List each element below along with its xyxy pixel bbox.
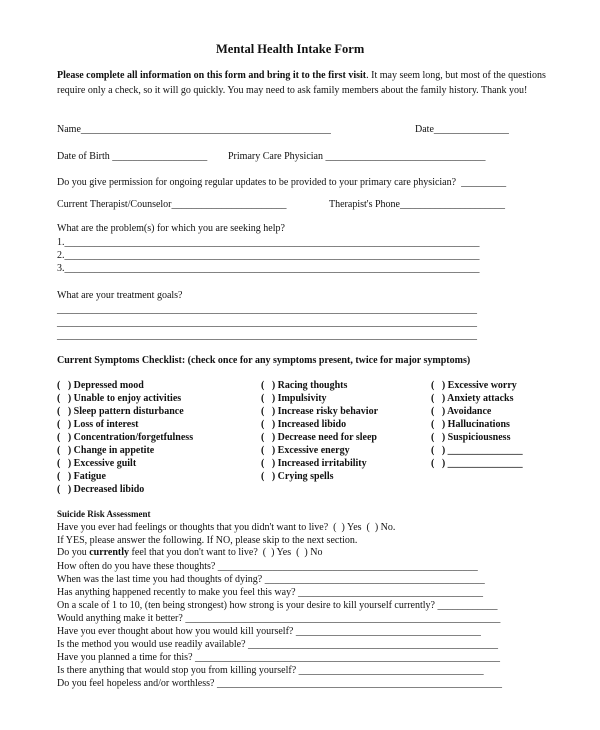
goal-line-3[interactable]: ____________________________________________________________________________________ [57, 330, 477, 341]
suicide-question[interactable]: Have you ever had feelings or thoughts that you didn't want to live? ( ) Yes ( ) No. [57, 522, 396, 533]
goal-line-1[interactable]: ____________________________________________________________________________________ [57, 304, 477, 315]
therapist-phone-label: Therapist's Phone [329, 199, 400, 210]
symptom-item[interactable]: ( ) _______________ [431, 458, 523, 469]
symptom-item[interactable]: ( ) Excessive guilt [57, 458, 137, 469]
therapist-phone-row [329, 199, 505, 211]
symptom-item[interactable]: ( ) Suspiciousness [431, 432, 511, 443]
symptom-item[interactable]: ( ) Fatigue [57, 471, 106, 482]
name-input-line[interactable]: __________________________________________________ [80, 124, 331, 135]
problem-line-2[interactable]: 2.___________________________________________________________________________________ [57, 250, 480, 261]
date-input-line[interactable]: _______________ [433, 124, 509, 135]
suicide-heading: Suicide Risk Assessment [57, 509, 151, 519]
therapist-input-line[interactable]: _______________________ [171, 199, 287, 210]
q3-post: feel that you don't want to live? ( ) Yes ( ) No [129, 547, 323, 558]
symptom-item[interactable]: ( ) Hallucinations [431, 419, 510, 430]
dob-input-line[interactable]: ___________________ [112, 151, 208, 162]
dob-field-row [57, 151, 207, 163]
symptom-item[interactable]: ( ) Concentration/forgetfulness [57, 432, 194, 443]
symptom-item[interactable]: ( ) Sleep pattern disturbance [57, 406, 184, 417]
suicide-question[interactable]: Has anything happened recently to make you feel this way? _____________________________________ [57, 587, 484, 598]
pcp-label: Primary Care Physician [228, 151, 323, 162]
suicide-question[interactable]: Is there anything that would stop you from killing yourself? _____________________________________ [57, 665, 484, 676]
symptom-item[interactable]: ( ) _______________ [431, 445, 523, 456]
symptom-item[interactable]: ( ) Avoidance [431, 406, 492, 417]
symptom-item[interactable]: ( ) Loss of interest [57, 419, 139, 430]
date-label: Date [415, 124, 434, 135]
suicide-question[interactable]: Would anything make it better? _______________________________________________________________ [57, 613, 501, 624]
suicide-question[interactable]: Have you ever thought about how you would kill yourself? _____________________________________ [57, 626, 481, 637]
symptom-item[interactable]: ( ) Depressed mood [57, 380, 144, 391]
intro-paragraph [57, 68, 547, 98]
therapist-row [57, 199, 287, 211]
symptom-item[interactable]: ( ) Decreased libido [57, 484, 145, 495]
therapist-phone-input-line[interactable]: _____________________ [399, 199, 505, 210]
intro-bold: Please complete all information on this form and bring it to the first visit [57, 70, 367, 81]
pcp-input-line[interactable]: ________________________________ [325, 151, 486, 162]
name-label: Name [57, 124, 81, 135]
q3-pre: Do you [57, 547, 90, 558]
suicide-question: If YES, please answer the following. If NO, please skip to the next section. [57, 535, 358, 546]
symptom-item[interactable]: ( ) Change in appetite [57, 445, 155, 456]
symptom-item[interactable]: ( ) Increased libido [261, 419, 347, 430]
dob-label: Date of Birth [57, 151, 110, 162]
suicide-question[interactable]: How often do you have these thoughts? ____________________________________________________ [57, 561, 478, 572]
symptom-item[interactable]: ( ) Crying spells [261, 471, 334, 482]
suicide-question-current[interactable] [57, 547, 322, 559]
suicide-question[interactable]: Do you feel hopeless and/or worthless? _________________________________________________________ [57, 678, 502, 689]
symptom-item[interactable]: ( ) Increase risky behavior [261, 406, 379, 417]
problems-question: What are the problem(s) for which you are seeking help? [57, 223, 285, 234]
therapist-label: Current Therapist/Counselor [57, 199, 172, 210]
symptom-item[interactable]: ( ) Excessive energy [261, 445, 350, 456]
goal-line-2[interactable]: ____________________________________________________________________________________ [57, 317, 477, 328]
symptom-item[interactable]: ( ) Impulsivity [261, 393, 327, 404]
symptom-item[interactable]: ( ) Excessive worry [431, 380, 517, 391]
suicide-question[interactable]: When was the last time you had thoughts of dying? ____________________________________________ [57, 574, 485, 585]
permission-row [57, 177, 506, 189]
permission-question: Do you give permission for ongoing regular updates to be provided to your primary care physician? [57, 177, 457, 188]
name-field-row [57, 124, 331, 136]
symptom-item[interactable]: ( ) Unable to enjoy activities [57, 393, 182, 404]
symptom-item[interactable]: ( ) Racing thoughts [261, 380, 348, 391]
intro-rest: . It may seem long, but most of the questions require only a check, so it will go quickly. You may need to ask family members about the family history. Thank you! [57, 70, 546, 96]
symptoms-heading: Current Symptoms Checklist: (check once for any symptoms present, twice for major symptoms) [57, 355, 471, 366]
suicide-question[interactable]: Is the method you would use readily available? __________________________________________________ [57, 639, 499, 650]
suicide-question[interactable]: Have you planned a time for this? _____________________________________________________________ [57, 652, 501, 663]
suicide-question[interactable]: On a scale of 1 to 10, (ten being strongest) how strong is your desire to kill yourself currently? ____________ [57, 600, 498, 611]
problem-line-3[interactable]: 3.___________________________________________________________________________________ [57, 263, 480, 274]
permission-input-line[interactable]: _________ [461, 177, 507, 188]
symptom-item[interactable]: ( ) Increased irritability [261, 458, 367, 469]
date-field-row [415, 124, 509, 136]
symptom-item[interactable]: ( ) Decrease need for sleep [261, 432, 377, 443]
symptom-item[interactable]: ( ) Anxiety attacks [431, 393, 514, 404]
goals-question: What are your treatment goals? [57, 290, 183, 301]
problem-line-1[interactable]: 1.___________________________________________________________________________________ [57, 237, 480, 248]
pcp-field-row [228, 151, 485, 163]
q3-bold: currently [89, 547, 130, 558]
form-title: Mental Health Intake Form [216, 42, 365, 56]
